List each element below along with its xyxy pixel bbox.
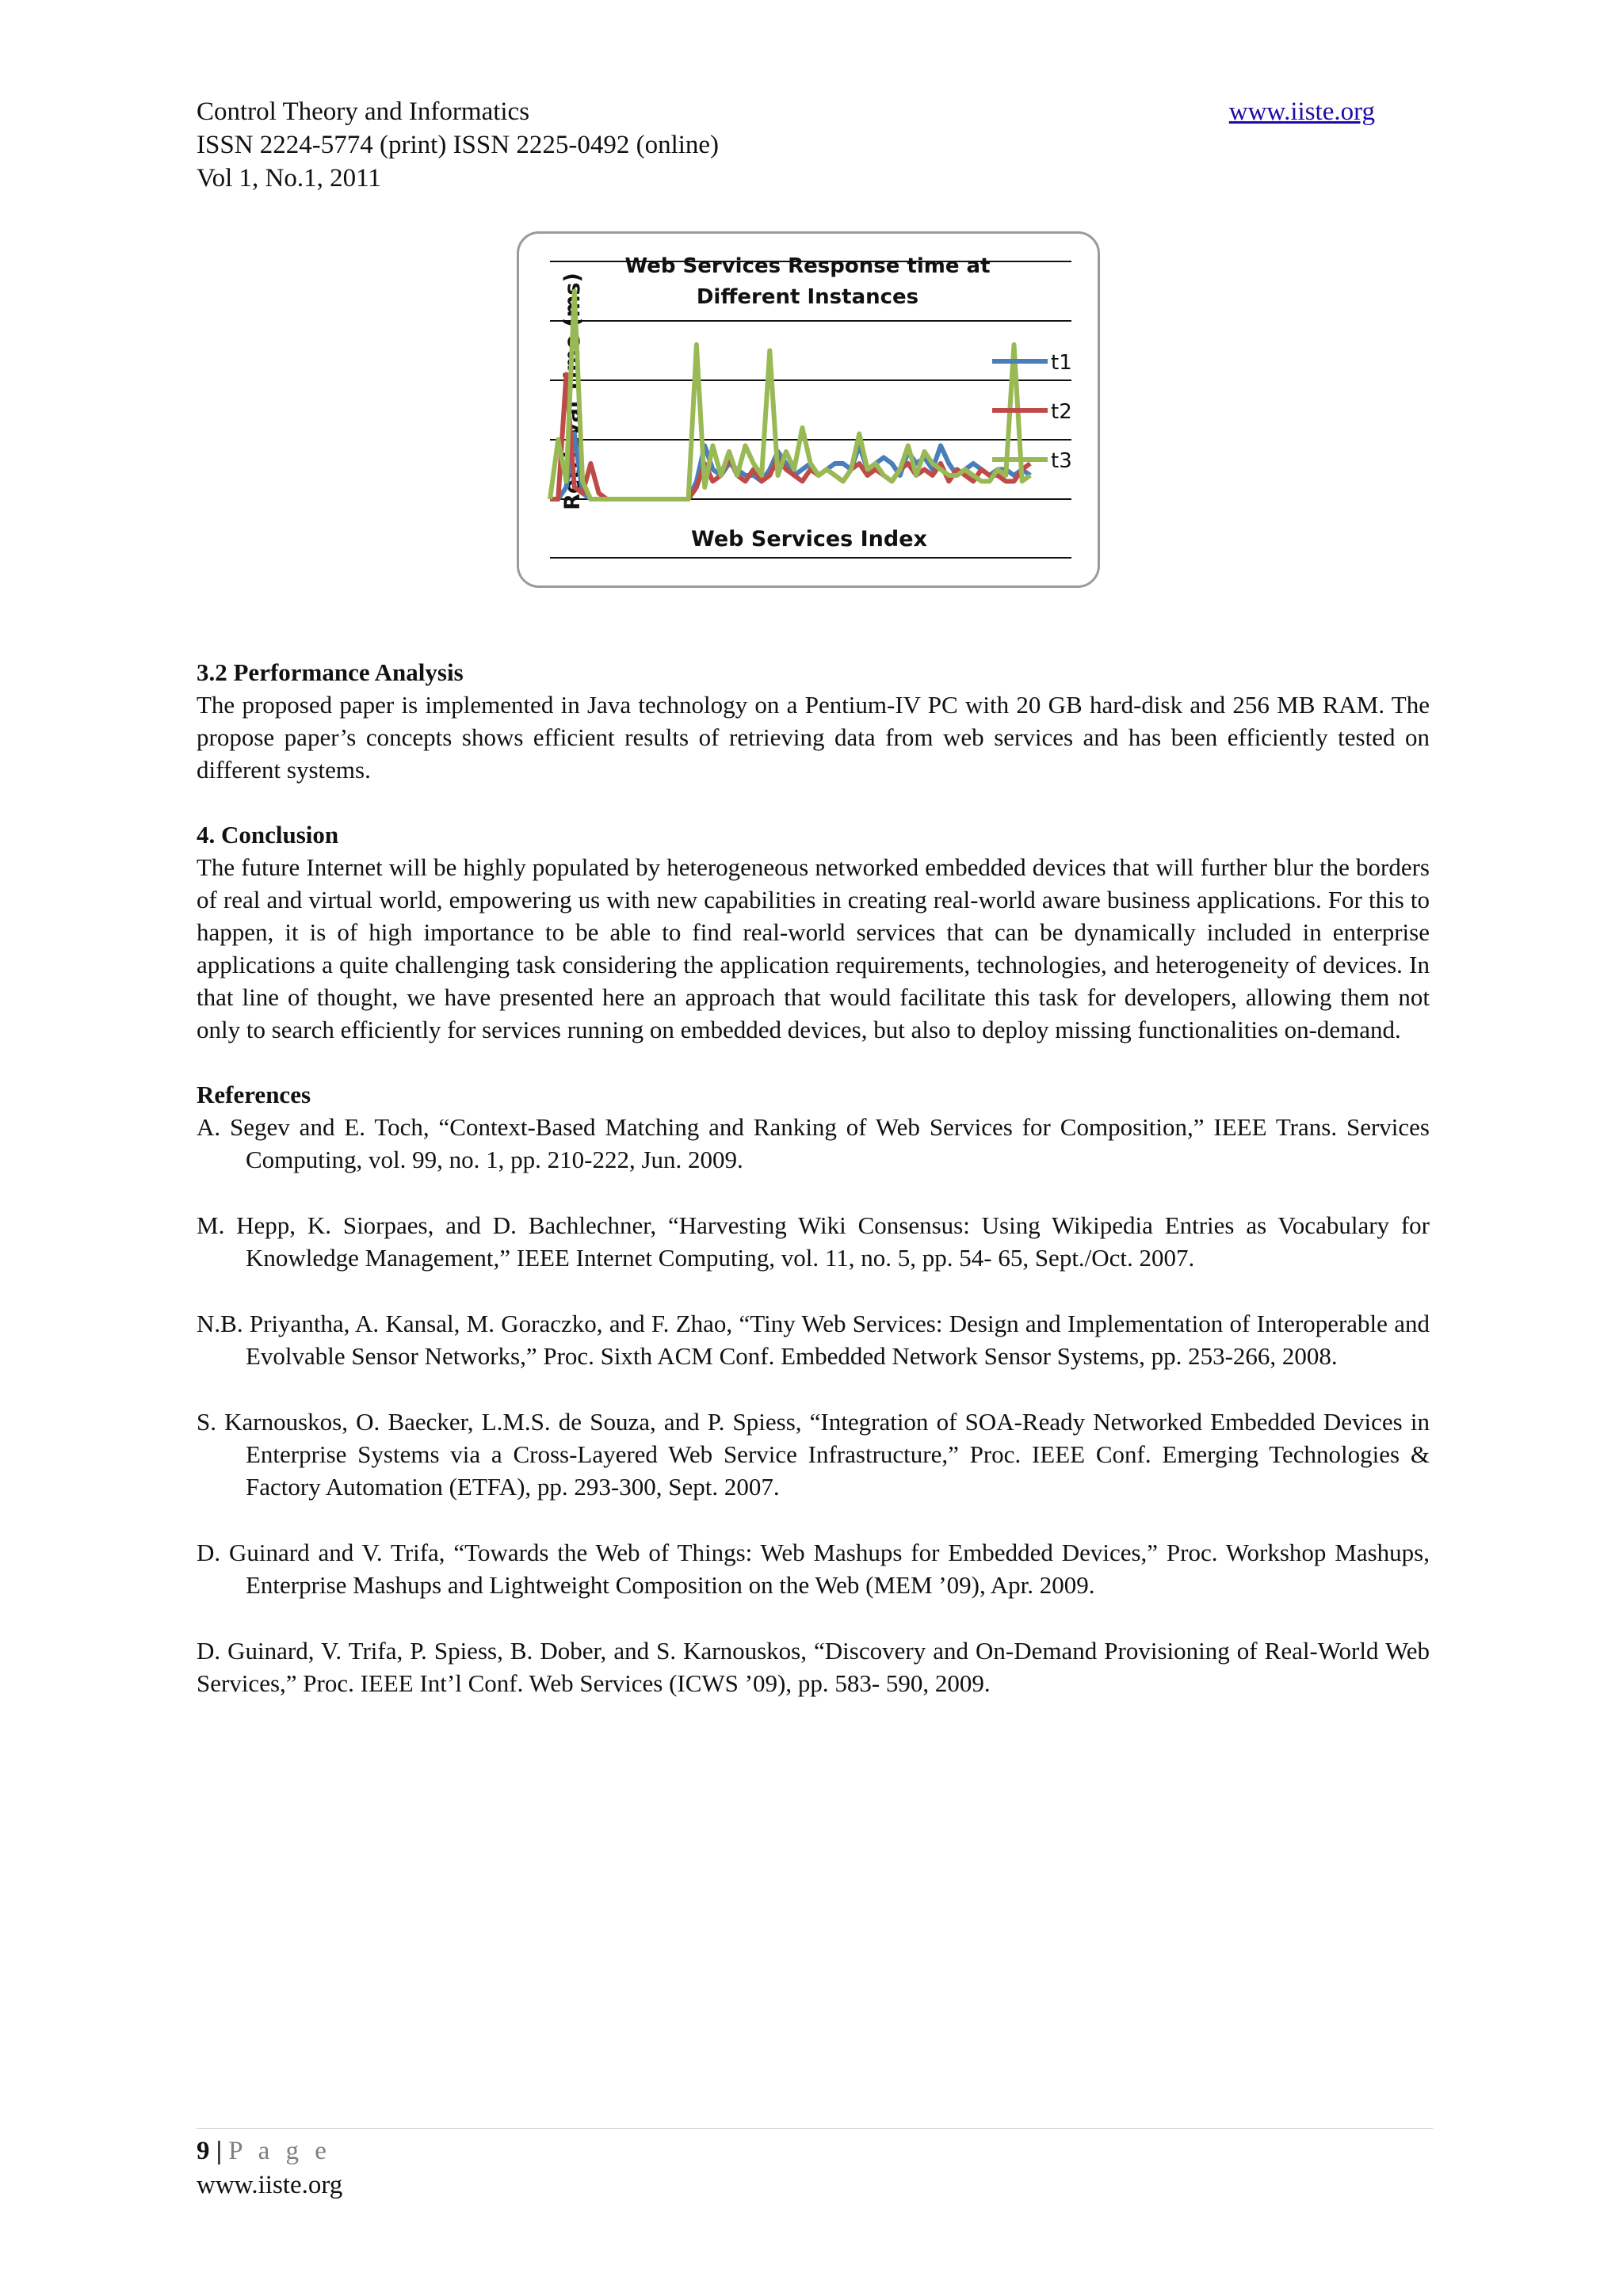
- page-indicator: [197, 2134, 342, 2168]
- chart-title-line1: Web Services Response time at: [624, 254, 991, 278]
- footer-divider: [197, 2128, 1433, 2129]
- response-time-chart: [517, 231, 1100, 588]
- chart-legend: [992, 351, 1072, 473]
- page-separator: |: [216, 2137, 223, 2165]
- journal-header: [197, 95, 719, 195]
- reference-item: N.B. Priyantha, A. Kansal, M. Goraczko, and F. Zhao, “Tiny Web Services: Design and Implementation of Interoperable and Evolvable Sensor Networks,” Proc. Sixth ACM Conf. Embedded Network Sensor Systems, pp. 253-266, 2008.: [197, 1310, 1430, 1370]
- chart-x-axis-label: Web Services Index: [691, 527, 927, 551]
- conclusion-heading: 4. Conclusion: [197, 821, 339, 849]
- page-word: P a g e: [228, 2137, 331, 2165]
- performance-heading: 3.2 Performance Analysis: [197, 658, 464, 686]
- legend-label-t2: t2: [1051, 400, 1072, 424]
- series-line-t1: [550, 434, 1030, 500]
- series-line-t2: [550, 375, 1030, 500]
- chart-title-line2: Different Instances: [696, 285, 919, 309]
- chart-series-lines: [550, 292, 1030, 500]
- header-url-link[interactable]: www.iiste.org: [1228, 97, 1375, 126]
- reference-item: M. Hepp, K. Siorpaes, and D. Bachlechner, “Harvesting Wiki Consensus: Using Wikipedia Entries as Vocabulary for Knowledge Management,” IEEE Internet Computing, vol. 11, no. 5, pp. 54- 65, Sept./Oct. 2007.: [197, 1211, 1430, 1272]
- reference-item: A. Segev and E. Toch, “Context-Based Matching and Ranking of Web Services for Composition,” IEEE Trans. Services Computing, vol. 99, no. 1, pp. 210-222, Jun. 2009.: [197, 1113, 1430, 1173]
- journal-issn: ISSN 2224-5774 (print) ISSN 2225-0492 (online): [197, 131, 720, 159]
- journal-volume: Vol 1, No.1, 2011: [197, 164, 381, 193]
- journal-title: Control Theory and Informatics: [197, 97, 530, 126]
- reference-item: D. Guinard, V. Trifa, P. Spiess, B. Dober, and S. Karnouskos, “Discovery and On-Demand Provisioning of Real-World Web Services,” Proc. IEEE Int’l Conf. Web Services (ICWS ’09), pp. 583- 590, 2009.: [197, 1637, 1430, 1697]
- page-number: 9: [197, 2137, 210, 2165]
- reference-item: D. Guinard and V. Trifa, “Towards the Web of Things: Web Mashups for Embedded Devices,” Proc. Workshop Mashups, Enterprise Mashups and Lightweight Composition on the Web (MEM ’09), Apr. 2009.: [197, 1539, 1430, 1599]
- conclusion-paragraph: The future Internet will be highly populated by heterogeneous networked embedded devices that will further blur the borders of real and virtual world, empowering us with new capabilities in creating real-world aware business applications. For this to happen, it is of high importance to be able to find real-world services that can be dynamically included in enterprise applications a quite challenging task considering the application requirements, technologies, and heterogeneity of devices. In that line of thought, we have presented here an approach that would facilitate this task for developers, allowing them not only to search efficiently for services running on embedded devices, but also to deploy missing functionalities on-demand.: [197, 853, 1430, 1043]
- legend-label-t1: t1: [1051, 351, 1072, 375]
- legend-label-t3: t3: [1051, 449, 1072, 473]
- footer-url: www.iiste.org: [197, 2171, 343, 2199]
- chart-y-axis-label: Retrieval Time (ms): [560, 273, 585, 510]
- performance-paragraph: The proposed paper is implemented in Java technology on a Pentium-IV PC with 20 GB hard-disk and 256 MB RAM. The propose paper’s concepts shows efficient results of retrieving data from web services and has been efficiently tested on different systems.: [197, 691, 1430, 784]
- reference-item: S. Karnouskos, O. Baecker, L.M.S. de Souza, and P. Spiess, “Integration of SOA-Ready Networked Embedded Devices in Enterprise Systems via a Cross-Layered Web Service Infrastructure,” Proc. IEEE Conf. Emerging Technologies & Factory Automation (ETFA), pp. 293-300, Sept. 2007.: [197, 1408, 1430, 1501]
- page-footer: [197, 2134, 342, 2203]
- article-body: [197, 656, 1430, 1699]
- references-heading: References: [197, 1081, 311, 1108]
